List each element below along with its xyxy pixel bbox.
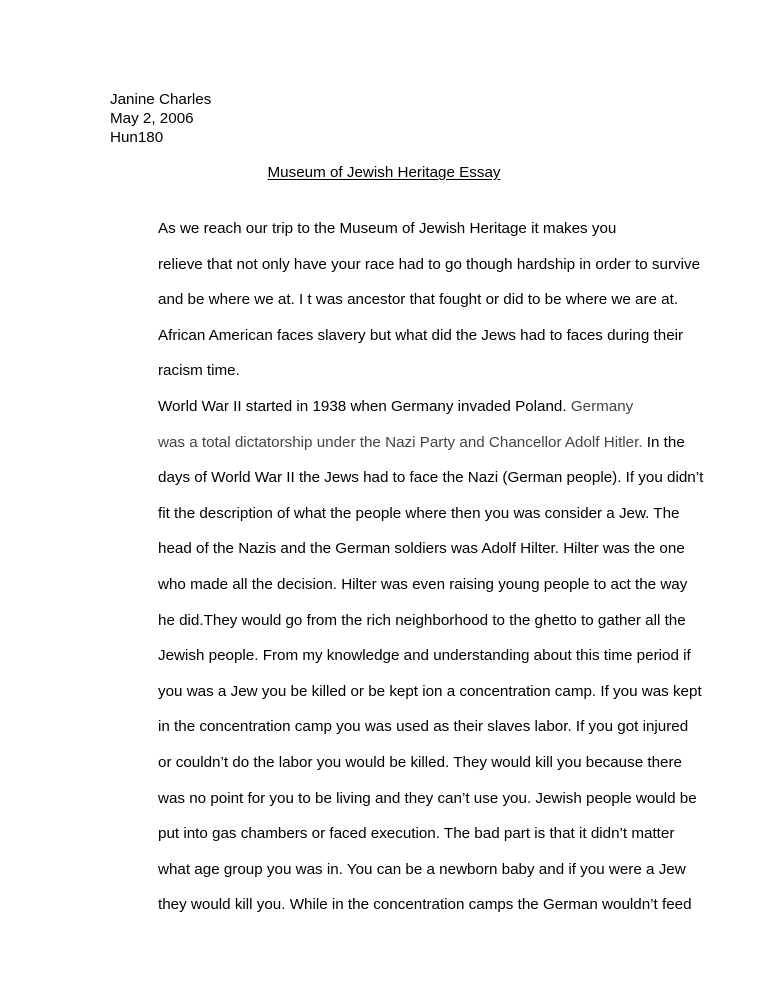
text-line <box>110 425 685 461</box>
text-line: in the concentration camp you was used as their slaves labor. If you got injured <box>158 718 689 736</box>
text-line: Jewish people. From my knowledge and understanding about this time period if <box>158 647 691 665</box>
author-name: Janine Charles <box>110 91 212 108</box>
text-line: head of the Nazis and the German soldiers was Adolf Hilter. Hilter was the one <box>158 540 685 558</box>
essay-body <box>110 211 704 923</box>
text-line: who made all the decision. Hilter was even raising young people to act the way <box>158 575 688 593</box>
text-line: put into gas chambers or faced execution. The bad part is that it didn’t matter <box>158 825 675 843</box>
text-line: African American faces slavery but what did the Jews had to faces during their <box>158 326 684 344</box>
text-line: racism time. <box>158 362 240 380</box>
header-block <box>110 90 211 147</box>
quoted-text: was a total dictatorship under the Nazi Party and Chancellor Adolf Hitler. <box>158 433 643 451</box>
essay-title: Museum of Jewish Heritage Essay <box>267 164 501 181</box>
text-line: days of World War II the Jews had to face the Nazi (German people). If you didn’t <box>158 469 704 487</box>
text-line: and be where we at. I t was ancestor that fought or did to be where we are at. <box>158 291 679 309</box>
course-code: Hun180 <box>110 129 164 146</box>
essay-date: May 2, 2006 <box>110 110 194 127</box>
text-line: he did.They would go from the rich neighborhood to the ghetto to gather all the <box>158 611 686 629</box>
text-line: As we reach our trip to the Museum of Jewish Heritage it makes you <box>158 220 617 237</box>
text-line: or couldn’t do the labor you would be killed. They would kill you because there <box>158 753 683 771</box>
paragraph-2 <box>110 389 704 923</box>
text-segment: In the <box>642 433 685 451</box>
text-line: relieve that not only have your race had to go though hardship in order to survive <box>158 255 701 273</box>
paragraph-1 <box>110 211 701 389</box>
text-segment: World War II started in 1938 when Germany invaded Poland. <box>158 397 571 415</box>
text-line: you was a Jew you be killed or be kept ion a concentration camp. If you was kept <box>158 682 702 700</box>
text-line: what age group you was in. You can be a newborn baby and if you were a Jew <box>158 860 686 878</box>
text-line: they would kill you. While in the concentration camps the German wouldn’t feed <box>158 896 692 914</box>
essay-title-row <box>0 163 768 182</box>
quoted-text: Germany <box>570 397 634 415</box>
text-line <box>110 389 670 425</box>
text-line: was no point for you to be living and they can’t use you. Jewish people would be <box>158 789 697 807</box>
text-line: fit the description of what the people where then you was consider a Jew. The <box>158 504 680 522</box>
